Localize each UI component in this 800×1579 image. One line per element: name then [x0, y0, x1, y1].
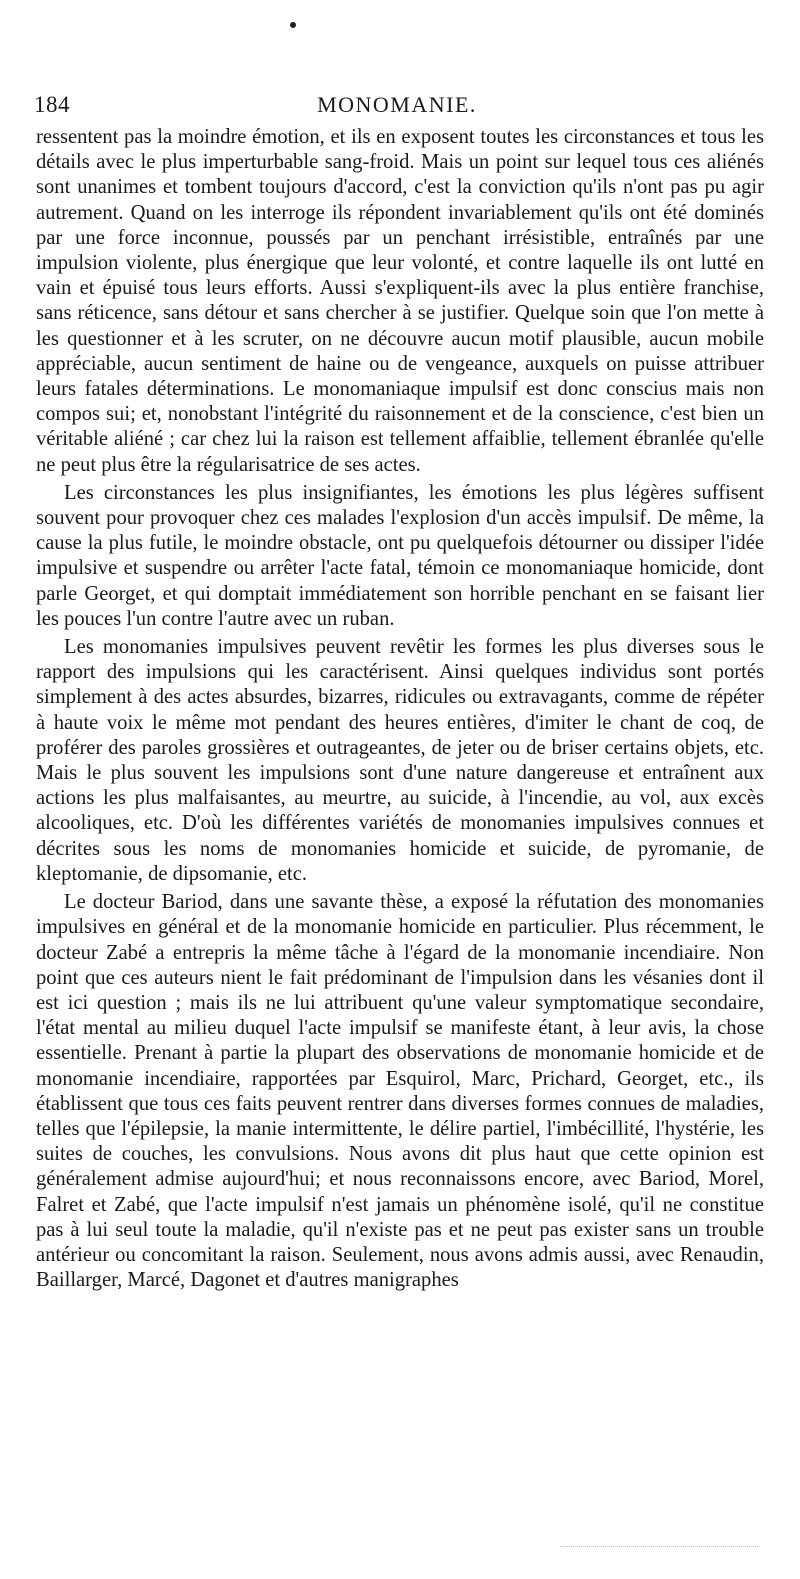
- page-header: [34, 92, 760, 122]
- paragraph: Le docteur Bariod, dans une savante thèse, a exposé la réfutation des monomanies impulsives en général et de la monomanie homicide en particulier. Plus récemment, le docteur Zabé a entrepris la même tâche à l'égard de la monomanie incendiaire. Non point que ces auteurs nient le fait prédominant de l'impulsion dans les vésanies dont il est ici question ; mais ils ne lui attribuent qu'une valeur symptomatique secondaire, l'état mental au milieu duquel l'acte impulsif se manifeste étant, à leur avis, la chose essentielle. Prenant à partie la plupart des observations de monomanie homicide et de monomanie incendiaire, rapportées par Esquirol, Marc, Prichard, Georget, etc., ils établissent que tous ces faits peuvent rentrer dans diverses formes connues de maladies, telles que l'épilepsie, la manie intermittente, le délire partiel, l'imbécillité, l'hystérie, les suites de couches, les convulsions. Nous avons dit plus haut que cette opinion est généralement admise aujourd'hui; et nous reconnaissons encore, avec Bariod, Morel, Falret et Zabé, que l'acte impulsif n'est jamais un phénomène isolé, qu'il ne constitue pas à lui seul toute la maladie, qu'il n'existe pas et ne peut pas exister sans un trouble antérieur ou concomitant la raison. Seulement, nous avons admis aussi, avec Renaudin, Baillarger, Marcé, Dagonet et d'autres manigraphes: [36, 891, 764, 1292]
- ink-speck: [290, 22, 296, 28]
- page-bottom-marks: [560, 1546, 760, 1547]
- running-title: MONOMANIE.: [317, 92, 477, 117]
- paragraph: Les monomanies impulsives peuvent revêtir les formes les plus diverses sous le rapport des impulsions qui les caractérisent. Ainsi quelques individus sont portés simplement à des actes absurdes, bizarres, ridicules ou extravagants, comme de répéter à haute voix le même mot pendant des heures entières, d'imiter le chant de coq, de proférer des paroles grossières et outrageantes, de jeter ou de briser certains objets, etc. Mais le plus souvent les impulsions sont d'une nature dangereuse et entraînent aux actions les plus malfaisantes, au meurtre, au suicide, à l'incendie, au vol, aux excès alcooliques, etc. D'où les différentes variétés de monomanies impulsives connues et décrites sous les noms de monomanies homicide et suicide, de pyromanie, de kleptomanie, de dipsomanie, etc.: [36, 636, 764, 885]
- page-number: 184: [34, 92, 70, 117]
- body-text: [36, 125, 764, 1296]
- paragraph: ressentent pas la moindre émotion, et ils en exposent toutes les circonstances et tous les détails avec le plus imperturbable sang-froid. Mais un point sur lequel tous ces aliénés sont unanimes et tombent toujours d'accord, c'est la conviction qu'ils n'ont pas pu agir autrement. Quand on les interroge ils répondent invariablement qu'ils ont été dominés par une force inconnue, poussés par un penchant irrésistible, entraînés par une impulsion violente, plus énergique que leur volonté, et contre laquelle ils ont lutté en vain et épuisé tous leurs efforts. Aussi s'expliquent-ils avec la plus entière franchise, sans réticence, sans détour et sans chercher à se justifier. Quelque soin que l'on mette à les questionner et à les scruter, on ne découvre aucun motif plausible, aucun mobile appréciable, aucun sentiment de haine ou de vengeance, auxquels on puisse attribuer leurs fatales déterminations. Le monomaniaque impulsif est donc conscius mais non compos sui; et, nonobstant l'intégrité du raisonnement et de la conscience, c'est bien un véritable aliéné ; car chez lui la raison est tellement affaiblie, tellement ébranlée qu'elle ne peut plus être la régularisatrice de ses actes.: [36, 126, 764, 476]
- paragraph: Les circonstances les plus insignifiantes, les émotions les plus légères suffisent souvent pour provoquer chez ces malades l'explosion d'un accès impulsif. De même, la cause la plus futile, le moindre obstacle, ont pu quelquefois détourner ou dissiper l'idée impulsive et suspendre ou arrêter l'acte fatal, témoin ce monomaniaque homicide, dont parle Georget, et qui domptait immédiatement son horrible penchant en se faisant lier les pouces l'un contre l'autre avec un ruban.: [36, 481, 764, 630]
